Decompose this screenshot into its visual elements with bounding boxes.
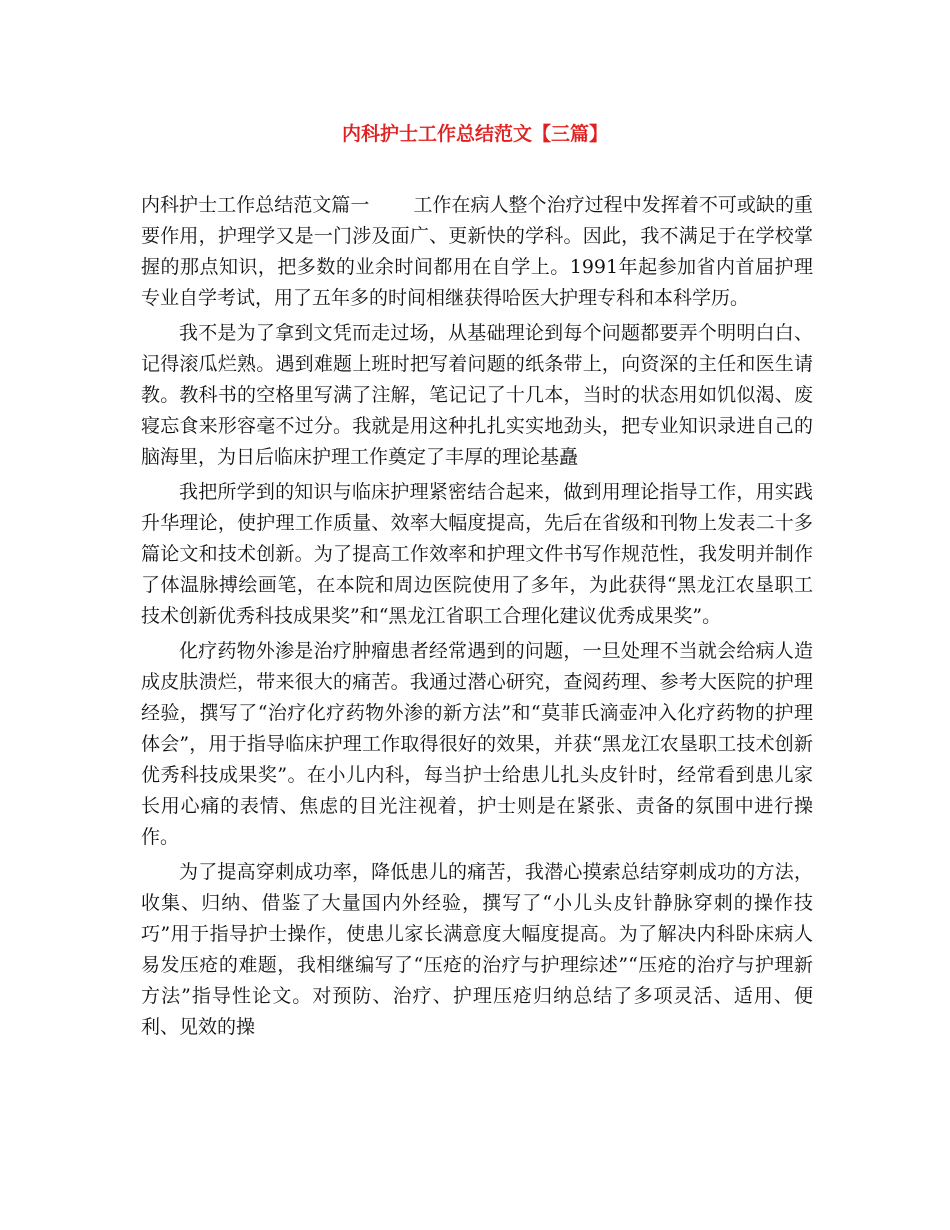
paragraph-4: 化疗药物外渗是治疗肿瘤患者经常遇到的问题，一旦处理不当就会给病人造成皮肤溃烂，带来很大的痛苦。我通过潜心研究，查阅药理、参考大医院的护理经验，撰写了“治疗化疗药物外渗的新方法”和“莫菲氏滴壶冲入化疗药物的护理体会”，用于指导临床护理工作取得很好的效果，并获“黑龙江农垦职工技术创新优秀科技成果奖”。在小儿内科，每当护士给患儿扎头皮针时，经常看到患儿家长用心痛的表情、焦虑的目光注视着，护士则是在紧张、责备的氛围中进行操作。 [141, 640, 813, 848]
paragraph-1 [141, 190, 813, 314]
section-heading: 内科护士工作总结范文篇一 [141, 194, 370, 216]
paragraph-2: 我不是为了拿到文凭而走过场，从基础理论到每个问题都要弄个明明白白、记得滚瓜烂熟。遇到难题上班时把写着问题的纸条带上，向资深的主任和医生请教。教科书的空格里写满了注解，笔记记了十几本，当时的状态用如饥似渴、废寝忘食来形容毫不过分。我就是用这种扎扎实实地劲头，把专业知识录进自己的脑海里，为日后临床护理工作奠定了丰厚的理论基矗 [141, 322, 813, 468]
paragraph-1-text: 工作在病人整个治疗过程中发挥着不可或缺的重要作用，护理学又是一门涉及面广、更新快的学科。因此，我不满足于在学校掌握的那点知识，把多数的业余时间都用在自学上。1991年起参加省内首届护理专业自学考试，用了五年多的时间相继获得哈医大护理专科和本科学历。 [141, 194, 813, 309]
document-title: 内科护士工作总结范文【三篇】 [341, 123, 608, 145]
document-body [141, 190, 813, 1047]
paragraph-3: 我把所学到的知识与临床护理紧密结合起来，做到用理论指导工作，用实践升华理论，使护理工作质量、效率大幅度提高，先后在省级和刊物上发表二十多篇论文和技术创新。为了提高工作效率和护理文件书写作规范性，我发明并制作了体温脉搏绘画笔，在本院和周边医院使用了多年，为此获得“黑龙江农垦职工技术创新优秀科技成果奖”和“黑龙江省职工合理化建议优秀成果奖”。 [141, 481, 813, 627]
paragraph-5: 为了提高穿刺成功率，降低患儿的痛苦，我潜心摸索总结穿刺成功的方法，收集、归纳、借鉴了大量国内外经验，撰写了“小儿头皮针静脉穿刺的操作技巧”用于指导护士操作，使患儿家长满意度大幅度提高。为了解决内科卧床病人易发压疮的难题，我相继编写了“压疮的治疗与护理综述”“压疮的治疗与护理新方法”指导性论文。对预防、治疗、护理压疮归纳总结了多项灵活、适用、便利、见效的操 [141, 861, 813, 1038]
